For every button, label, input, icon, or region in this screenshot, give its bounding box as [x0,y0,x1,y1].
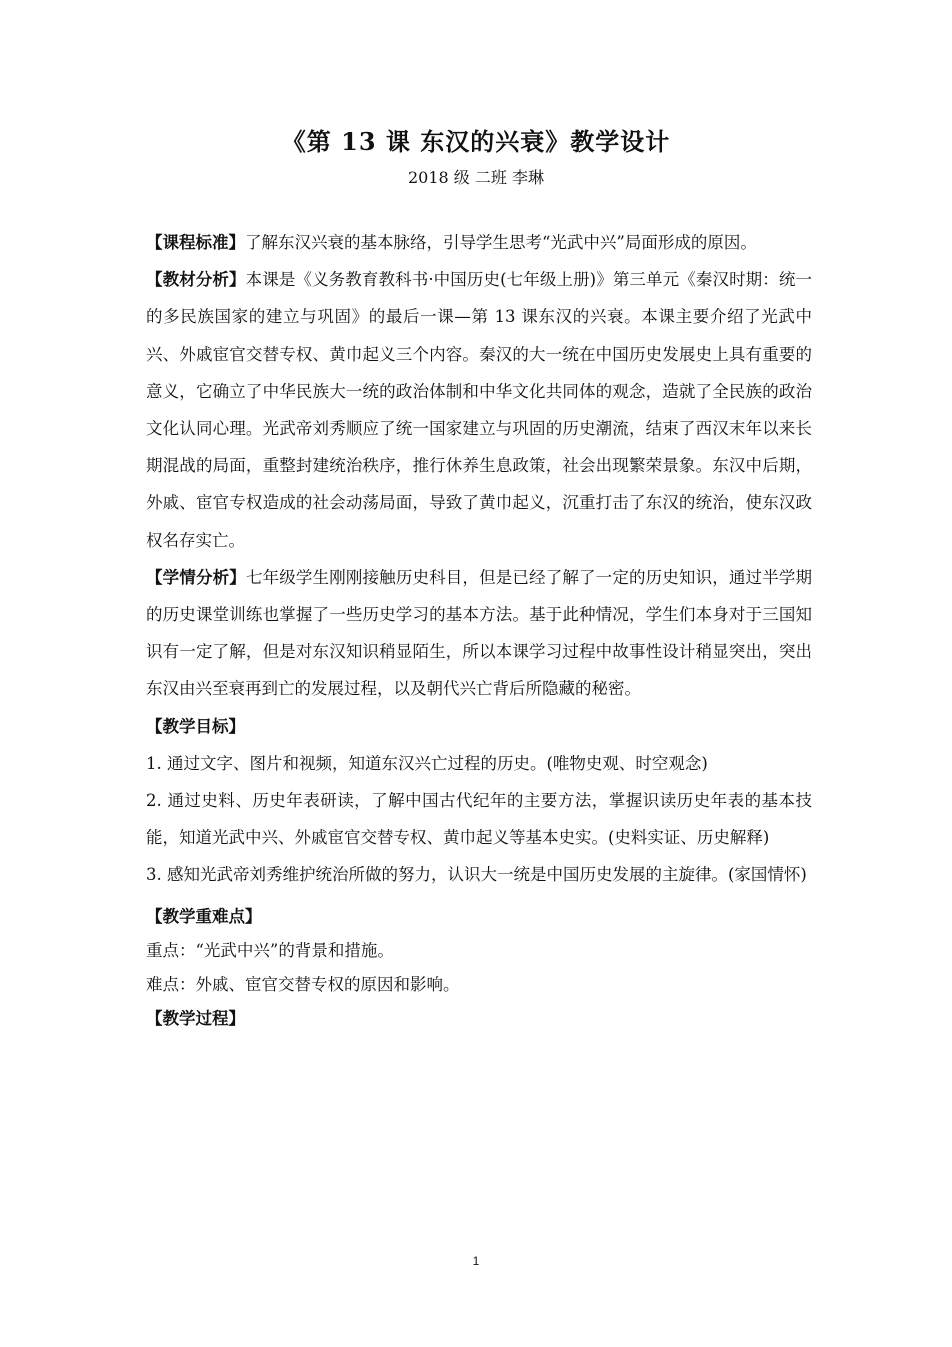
goal-item-1: 1. 通过文字、图片和视频，知道东汉兴亡过程的历史。(唯物史观、时空观念) [146,753,708,773]
keypoints-focus: 重点：“光武中兴”的背景和措施。 [146,940,394,960]
process-label-text: 【教学过程】 [146,1008,245,1028]
students-text: 七年级学生刚刚接触历史科目，但是已经了解了一定的历史知识，通过半学期的历史课堂训练也掌握了一些历史学习的基本方法。基于此种情况，学生们本身对于三国知识有一定了解，但是对东汉知识稍显陌生，所以本课学习过程中故事性设计稍显突出，突出东汉由兴至衰再到亡的发展过程，以及朝代兴亡背后所隐藏的秘密。 [146,567,813,699]
students-section [146,559,812,708]
curriculum-section [146,224,812,261]
page-number: 1 [472,1254,480,1268]
students-label: 【学情分析】 [146,567,246,587]
keypoints-section [146,900,812,1036]
process-label [146,1002,812,1036]
goals-label [146,708,812,745]
document-body [146,224,812,1036]
goals-label-text: 【教学目标】 [146,716,245,736]
textbook-text: 本课是《义务教育教科书·中国历史(七年级上册)》第三单元《秦汉时期：统一的多民族国家的建立与巩固》的最后一课—第 13 课东汉的兴衰。本课主要介绍了光武中兴、外戚宦官交替专权、黄巾起义三个内容。秦汉的大一统在中国历史发展史上具有重要的意义，它确立了中华民族大一统的政治体制和中华文化共同体的观念，造就了全民族的政治文化认同心理。光武帝刘秀顺应了统一国家建立与巩固的历史潮流，结束了西汉末年以来长期混战的局面，重整封建统治秩序，推行休养生息政策，社会出现繁荣景象。东汉中后期，外戚、宦官专权造成的社会动荡局面，导致了黄巾起义，沉重打击了东汉的统治，使东汉政权名存实亡。 [146,270,812,550]
curriculum-label: 【课程标准】 [146,233,245,252]
textbook-section [146,261,812,559]
textbook-label: 【教材分析】 [146,270,246,290]
goals-section [146,708,812,894]
curriculum-text: 了解东汉兴衰的基本脉络，引导学生思考“光武中兴”局面形成的原因。 [245,233,757,252]
document-subtitle: 2018 级 二班 李琳 [408,168,544,187]
keypoints-label-text: 【教学重难点】 [146,906,262,926]
goal-item-2: 2. 通过史料、历史年表研读，了解中国古代纪年的主要方法，掌握识读历史年表的基本技能，知道光武中兴、外戚宦官交替专权、黄巾起义等基本史实。(史料实证、历史解释) [146,791,812,848]
keypoints-label [146,900,812,934]
document-title: 《第 13 课 东汉的兴衰》教学设计 [281,127,671,156]
keypoints-difficulty: 难点：外戚、宦官交替专权的原因和影响。 [146,974,460,994]
goal-item-3: 3. 感知光武帝刘秀维护统治所做的努力，认识大一统是中国历史发展的主旋律。(家国情怀) [146,865,807,885]
